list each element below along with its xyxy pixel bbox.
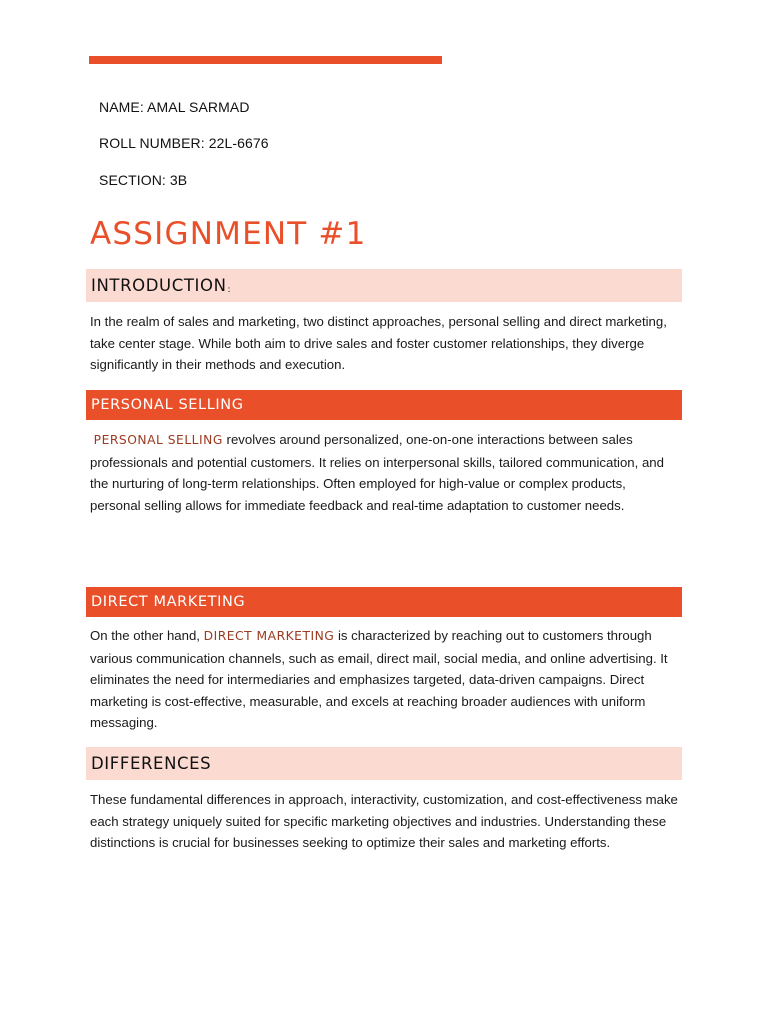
introduction-heading	[86, 269, 682, 302]
document-title: ASSIGNMENT #1	[90, 216, 367, 252]
personal-selling-body: revolves around personalized, one-on-one interactions between sales professionals and potential customers. It relies on interpersonal skills, tailored communication, and the nurturing of long-term relationships. Often employed for high-value or complex products, personal selling allows for immediate feedback and real-time adaptation to customer needs.	[90, 432, 664, 513]
direct-marketing-prefix: On the other hand,	[90, 628, 204, 643]
top-accent-rule	[89, 56, 442, 64]
direct-marketing-body: is characterized by reaching out to customers through various communication channels, such as email, direct mail, social media, and online advertising. It eliminates the need for intermediaries and emphasizes targeted, data-driven campaigns. Direct marketing is cost-effective, measurable, and excels at reaching broader audiences with uniform messaging.	[90, 628, 668, 731]
direct-marketing-heading-text: DIRECT MARKETING	[91, 594, 246, 610]
introduction-heading-text: INTRODUCTION	[91, 276, 227, 295]
section-info: SECTION: 3B	[99, 172, 188, 188]
differences-heading	[86, 747, 682, 780]
introduction-paragraph: In the realm of sales and marketing, two distinct approaches, personal selling and direct marketing, take center stage. While both aim to drive sales and foster customer relationships, they diverge significantly in their methods and execution.	[90, 314, 667, 373]
direct-marketing-paragraph	[90, 625, 680, 734]
differences-paragraph: These fundamental differences in approach, interactivity, customization, and cost-effectiveness make each strategy uniquely suited for specific marketing objectives and industries. Understanding these distinctions is crucial for businesses seeking to optimize their sales and marketing efforts.	[90, 792, 678, 851]
personal-selling-heading	[86, 390, 682, 420]
personal-selling-term: PERSONAL SELLING	[93, 433, 223, 447]
direct-marketing-heading	[86, 587, 682, 617]
personal-selling-paragraph	[90, 429, 680, 516]
direct-marketing-term: DIRECT MARKETING	[203, 629, 335, 643]
student-name: NAME: AMAL SARMAD	[99, 99, 250, 115]
differences-heading-text: DIFFERENCES	[91, 754, 212, 773]
roll-number: ROLL NUMBER: 22L-6676	[99, 135, 269, 151]
introduction-heading-colon: :	[227, 285, 232, 295]
personal-selling-heading-text: PERSONAL SELLING	[91, 397, 244, 413]
